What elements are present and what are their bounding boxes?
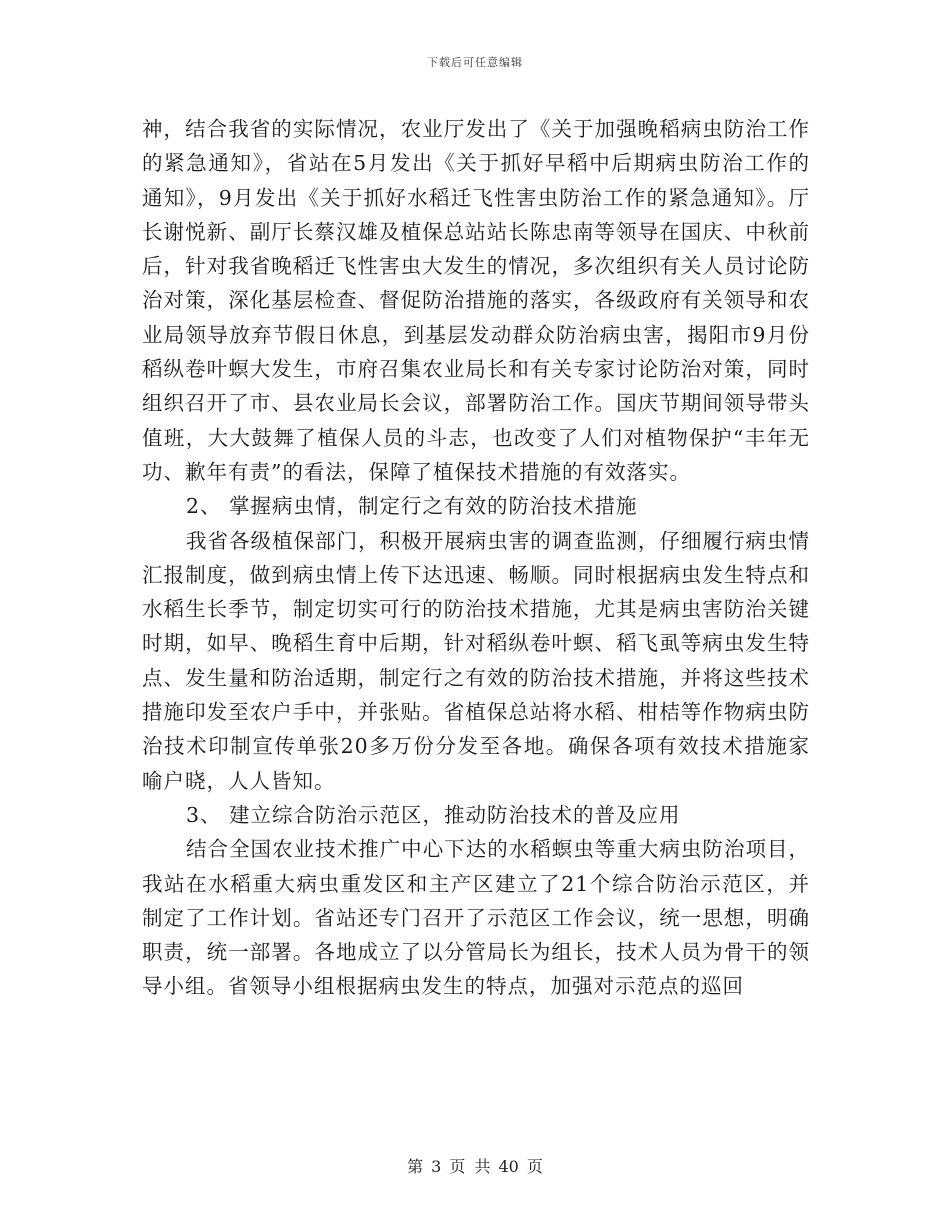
footer-total-pages: 40 (498, 1157, 519, 1176)
body-paragraph-1: 神，结合我省的实际情况，农业厅发出了《关于加强晚稻病虫防治工作的紧急通知》，省站在5月发出《关于抓好早稻中后期病虫防治工作的通知》，9月发出《关于抓好水稻迁飞性害虫防治工作的紧急通知》。厅长谢悦新、副厅长蔡汉雄及植保总站站长陈忠南等领导在国庆、中秋前后，针对我省晚稻迁飞性害虫大发生的情况，多次组织有关人员讨论防治对策，深化基层检查、督促防治措施的落实，各级政府有关领导和农业局领导放弃节假日休息，到基层发动群众防治病虫害，揭阳市9月份稻纵卷叶螟大发生，市府召集农业局长和有关专家讨论防治对策，同时组织召开了市、县农业局长会议，部署防治工作。国庆节期间领导带头值班，大大鼓舞了植保人员的斗志，也改变了人们对植物保护“丰年无功、歉年有责”的看法，保障了植保技术措施的有效落实。 (142, 117, 810, 484)
body-paragraph-2: 我省各级植保部门，积极开展病虫害的调查监测，仔细履行病虫情汇报制度，做到病虫情上传下达迅速、畅顺。同时根据病虫发生特点和水稻生长季节，制定切实可行的防治技术措施，尤其是病虫害防治关键时期，如早、晚稻生育中后期，针对稻纵卷叶螟、稻飞虱等病虫发生特点、发生量和防治适期，制定行之有效的防治技术措施，并将这些技术措施印发至农户手中，并张贴。省植保总站将水稻、柑桔等作物病虫防治技术印制宣传单张20多万份分发至各地。确保各项有效技术措施家喻户晓，人人皆知。 (142, 528, 810, 793)
footer-middle: 页 共 (449, 1157, 491, 1176)
footer-page-number: 3 (431, 1157, 442, 1176)
page-header: 下载后可任意编辑 (427, 56, 523, 69)
section-heading-2: 2、 掌握病虫情，制定行之有效的防治技术措施 (186, 494, 638, 519)
footer-prefix: 第 (407, 1157, 424, 1176)
section-heading-3: 3、 建立综合防治示范区，推动防治技术的普及应用 (186, 802, 681, 827)
body-paragraph-3: 结合全国农业技术推广中心下达的水稻螟虫等重大病虫防治项目，我站在水稻重大病虫重发区和主产区建立了21个综合防治示范区，并制定了工作计划。省站还专门召开了示范区工作会议，统一思想，明确职责，统一部署。各地成立了以分管局长为组长，技术人员为骨干的领导小组。省领导小组根据病虫发生的特点，加强对示范点的巡回 (142, 837, 810, 999)
footer-suffix: 页 (526, 1157, 543, 1176)
page-footer (0, 1154, 950, 1177)
document-body (142, 112, 810, 1004)
